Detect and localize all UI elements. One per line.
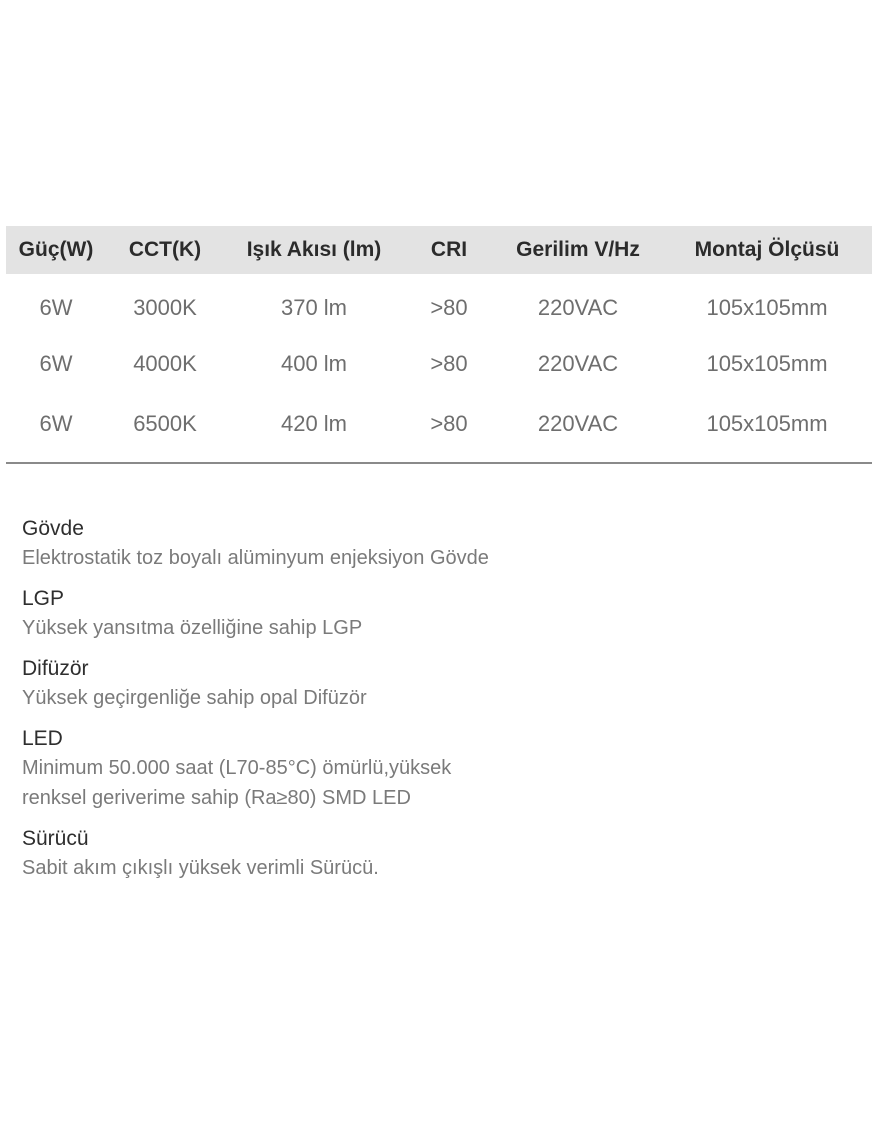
feature-diffuser	[22, 655, 842, 713]
table-divider	[6, 462, 872, 464]
cell-mounting-size: 105x105mm	[706, 295, 828, 320]
cell-cct: 6500K	[133, 411, 197, 436]
cell-luminous-flux: 420 lm	[280, 411, 348, 436]
cell-luminous-flux: 370 lm	[280, 295, 348, 320]
feature-title: Gövde	[22, 517, 84, 540]
feature-housing	[22, 515, 842, 573]
cell-cri: >80	[430, 411, 468, 436]
cell-voltage: 220VAC	[537, 351, 619, 376]
cell-power: 6W	[39, 411, 73, 436]
spec-table-header-row	[6, 226, 872, 274]
feature-lgp	[22, 585, 842, 643]
cell-cri: >80	[430, 295, 468, 320]
header-voltage: Gerilim V/Hz	[516, 238, 640, 261]
feature-description: Minimum 50.000 saat (L70-85°C) ömürlü,yüksek renksel geriverime sahip (Ra≥80) SMD LED	[22, 757, 452, 809]
feature-title: Sürücü	[22, 827, 89, 850]
table-row	[6, 394, 872, 454]
feature-led	[22, 725, 842, 813]
table-row	[6, 334, 872, 394]
cell-power: 6W	[39, 351, 73, 376]
feature-title: LED	[22, 727, 63, 750]
feature-description: Yüksek geçirgenliğe sahip opal Difüzör	[22, 687, 367, 709]
cell-mounting-size: 105x105mm	[706, 351, 828, 376]
cell-power: 6W	[39, 295, 73, 320]
cell-cct: 4000K	[133, 351, 197, 376]
cell-mounting-size: 105x105mm	[706, 411, 828, 436]
header-mounting-size: Montaj Ölçüsü	[694, 238, 840, 261]
feature-description: Elektrostatik toz boyalı alüminyum enjeksiyon Gövde	[22, 547, 489, 569]
cell-voltage: 220VAC	[537, 411, 619, 436]
cell-cri: >80	[430, 351, 468, 376]
cell-cct: 3000K	[133, 295, 197, 320]
cell-voltage: 220VAC	[537, 295, 619, 320]
cell-luminous-flux: 400 lm	[280, 351, 348, 376]
table-row	[6, 274, 872, 334]
header-power: Güç(W)	[18, 238, 94, 261]
feature-title: Difüzör	[22, 657, 89, 680]
feature-description: Yüksek yansıtma özelliğine sahip LGP	[22, 617, 363, 639]
feature-description: Sabit akım çıkışlı yüksek verimli Sürücü.	[22, 857, 379, 879]
feature-list	[22, 515, 842, 895]
spec-table	[6, 226, 872, 454]
header-cri: CRI	[430, 238, 468, 261]
feature-title: LGP	[22, 587, 65, 610]
header-luminous-flux: Işık Akısı (lm)	[246, 238, 382, 261]
feature-driver	[22, 825, 842, 883]
header-cct: CCT(K)	[128, 238, 202, 261]
